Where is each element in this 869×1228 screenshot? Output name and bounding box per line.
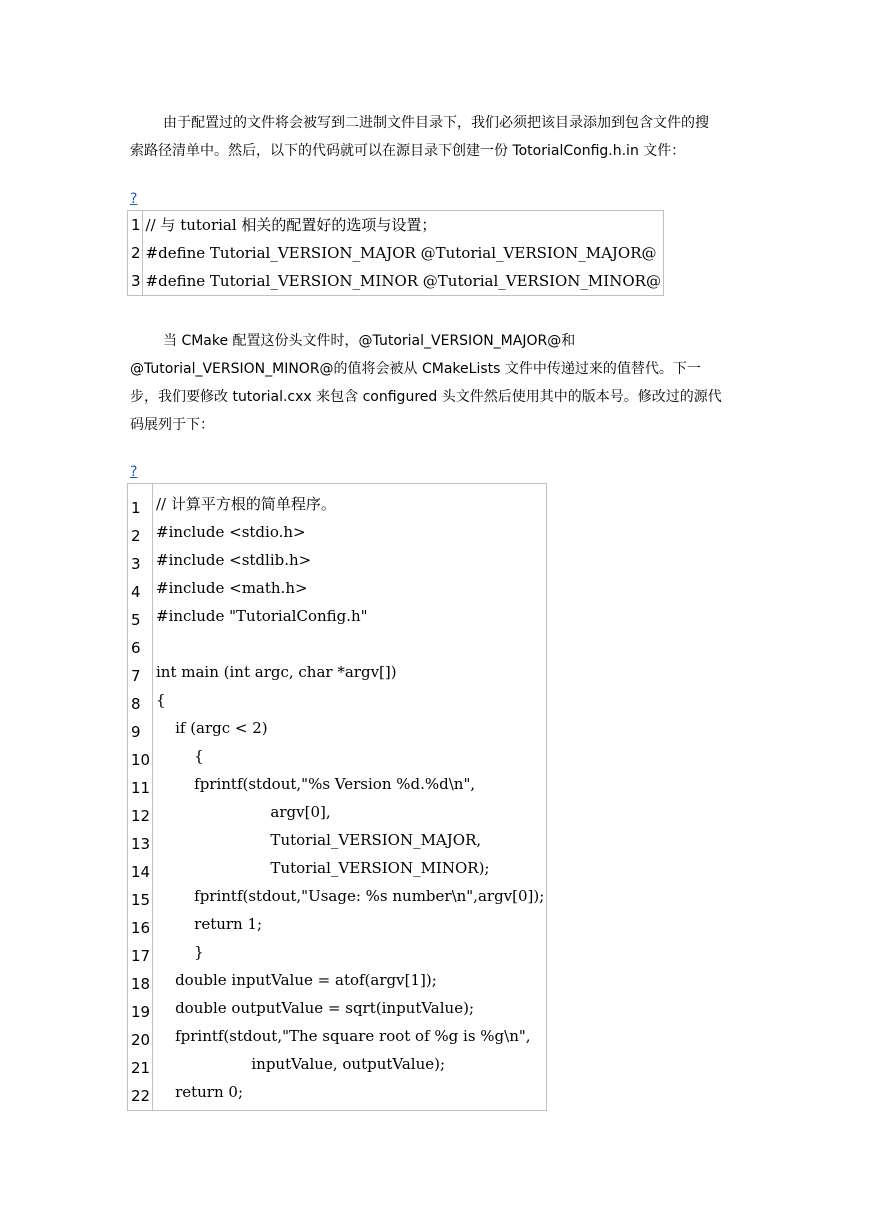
code-line: [153, 630, 546, 658]
explanation-paragraph: [130, 327, 740, 439]
code-line: fprintf(stdout,"%s Version %d.%d\n",: [156, 775, 476, 793]
line-number: 22: [131, 1087, 151, 1105]
line-number: 2: [131, 527, 141, 545]
explanation-line-1: 当 CMake 配置这份头文件时，@Tutorial_VERSION_MAJOR@和: [163, 333, 576, 349]
code-line: return 1;: [156, 915, 263, 933]
line-number: 7: [131, 667, 141, 685]
line-number: 14: [131, 863, 151, 881]
code-line: // 计算平方根的简单程序。: [156, 495, 336, 513]
intro-line-2: 索路径清单中。然后，以下的代码就可以在源目录下创建一份 TotorialConfig.h.in 文件：: [130, 143, 686, 159]
code-line: if (argc < 2): [156, 719, 268, 737]
line-number: 3: [131, 555, 141, 573]
code-line: fprintf(stdout,"The square root of %g is %g\n",: [156, 1027, 531, 1045]
line-number: 9: [131, 723, 141, 741]
code-line: {: [156, 691, 166, 709]
line-number: 2: [131, 244, 141, 262]
line-number: 16: [131, 919, 151, 937]
line-number: 11: [131, 779, 151, 797]
code-lines: [142, 211, 663, 295]
line-number: 3: [131, 272, 141, 290]
code-block-tutorial: [127, 483, 547, 1111]
code-line: argv[0],: [156, 803, 331, 821]
code-line: inputValue, outputValue);: [156, 1055, 446, 1073]
code-line: }: [156, 943, 204, 961]
code-line: // 与 tutorial 相关的配置好的选项与设置；: [145, 216, 437, 234]
code-line: #include <stdlib.h>: [156, 551, 312, 569]
line-number-gutter: [128, 484, 153, 1110]
code-line: #include <stdio.h>: [156, 523, 306, 541]
line-number: 1: [131, 216, 141, 234]
code-line: int main (int argc, char *argv[]): [156, 663, 397, 681]
code-block-config: [127, 210, 664, 296]
line-number: 4: [131, 583, 141, 601]
line-number: 19: [131, 1003, 151, 1021]
line-number: 13: [131, 835, 151, 853]
line-number: 20: [131, 1031, 151, 1049]
explanation-line-2: @Tutorial_VERSION_MINOR@的值将会被从 CMakeLists 文件中传递过来的值替代。下一: [130, 361, 701, 377]
code-line: double inputValue = atof(argv[1]);: [156, 971, 437, 989]
line-number: 8: [131, 695, 141, 713]
line-number: 21: [131, 1059, 151, 1077]
line-number-gutter: [128, 211, 142, 295]
line-number: 1: [131, 499, 141, 517]
code-line: #define Tutorial_VERSION_MINOR @Tutorial_VERSION_MINOR@: [145, 272, 661, 290]
code-line: #include <math.h>: [156, 579, 308, 597]
code-line: #include "TutorialConfig.h": [156, 607, 368, 625]
code-line: return 0;: [156, 1083, 244, 1101]
view-source-link-2[interactable]: ?: [130, 464, 138, 480]
code-line: double outputValue = sqrt(inputValue);: [156, 999, 474, 1017]
line-number: 17: [131, 947, 151, 965]
code-line: {: [156, 747, 204, 765]
line-number: 5: [131, 611, 141, 629]
line-number: 15: [131, 891, 151, 909]
view-source-link-1[interactable]: ?: [130, 191, 138, 207]
line-number: 18: [131, 975, 151, 993]
intro-line-1: 由于配置过的文件将会被写到二进制文件目录下，我们必须把该目录添加到包含文件的搜: [163, 115, 709, 131]
code-lines: [153, 484, 547, 1110]
line-number: 10: [131, 751, 151, 769]
code-line: Tutorial_VERSION_MINOR);: [156, 859, 490, 877]
line-number: 6: [131, 639, 141, 657]
line-number: 12: [131, 807, 151, 825]
intro-paragraph: [130, 109, 740, 165]
explanation-line-3: 步，我们要修改 tutorial.cxx 来包含 configured 头文件然后使用其中的版本号。修改过的源代: [130, 389, 722, 405]
explanation-line-4: 码展列于下：: [130, 417, 214, 433]
code-line: fprintf(stdout,"Usage: %s number\n",argv[0]);: [156, 887, 545, 905]
code-line: #define Tutorial_VERSION_MAJOR @Tutorial_VERSION_MAJOR@: [145, 244, 657, 262]
code-line: Tutorial_VERSION_MAJOR,: [156, 831, 482, 849]
